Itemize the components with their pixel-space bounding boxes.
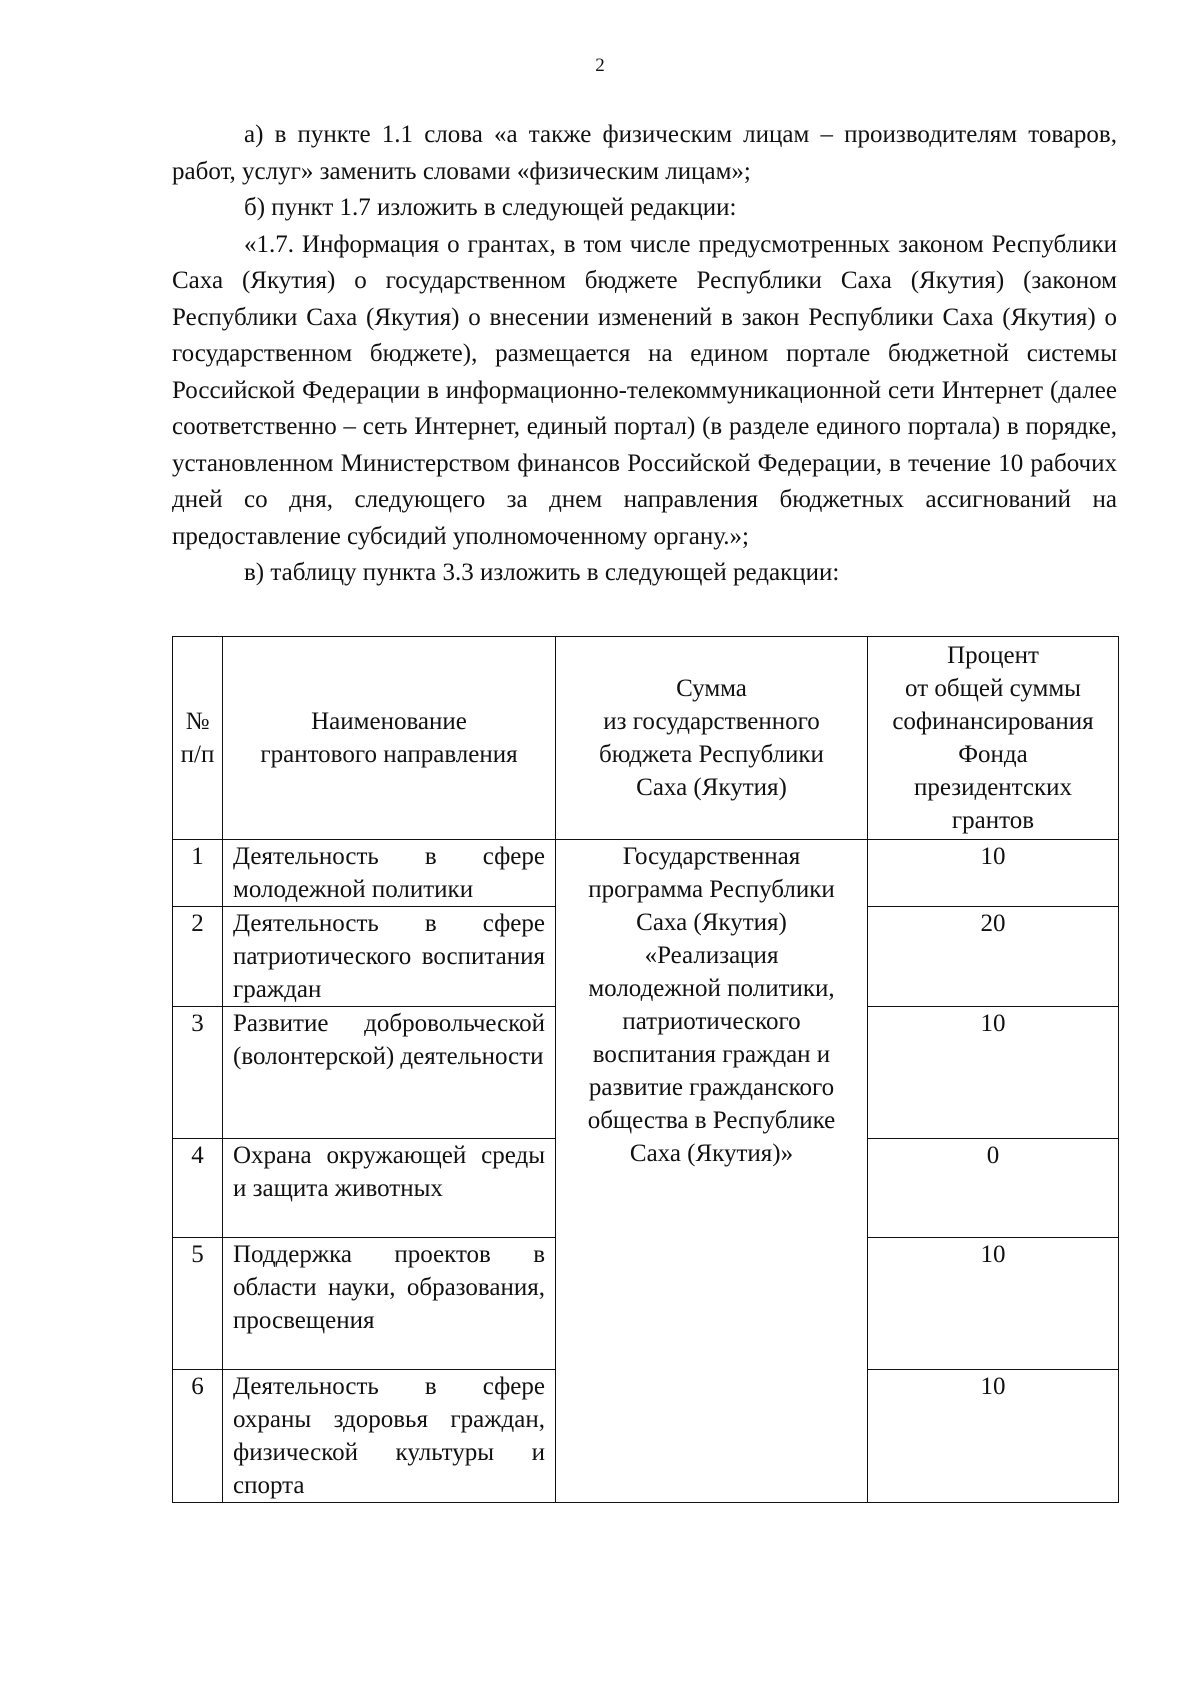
percent-value: 10	[868, 1370, 1119, 1503]
table-row	[173, 840, 1119, 907]
document-body	[172, 117, 1117, 592]
grant-direction-name: Охрана окружающей среды и защита животных	[223, 1139, 556, 1238]
row-number: 3	[173, 1007, 223, 1139]
grant-direction-name: Деятельность в сфере патриотического воспитания граждан	[223, 907, 556, 1007]
row-number: 1	[173, 840, 223, 907]
grant-direction-name: Поддержка проектов в области науки, образования, просвещения	[223, 1238, 556, 1370]
paragraph-1-7: «1.7. Информация о грантах, в том числе предусмотренных законом Республики Саха (Якутия) о государственном бюджете Республики Саха (Якутия) (законом Республики Саха (Якутия) о внесении изменений в закон Республики Саха (Якутия) о государственном бюджете), размещается на едином портале бюджетной системы Российской Федерации в информационно-телекоммуникационной сети Интернет (далее соответственно – сеть Интернет, единый портал) (в разделе единого портала) в порядке, установленном Министерством финансов Российской Федерации, в течение 10 рабочих дней со дня, следующего за днем направления бюджетных ассигнований на предоставление субсидий уполномоченному органу.»;	[172, 230, 1117, 550]
table-header-row	[173, 637, 1119, 840]
paragraph-a: а) в пункте 1.1 слова «а также физическим лицам – производителям товаров, работ, услуг» заменить словами «физическим лицам»;	[172, 121, 1117, 185]
percent-value: 0	[868, 1139, 1119, 1238]
percent-value: 20	[868, 907, 1119, 1007]
page-number: 2	[595, 55, 605, 76]
grant-direction-name: Деятельность в сфере молодежной политики	[223, 840, 556, 907]
row-number: 2	[173, 907, 223, 1007]
row-number: 5	[173, 1238, 223, 1370]
row-number: 4	[173, 1139, 223, 1238]
header-num: № п/п	[173, 637, 223, 840]
program-cell: Государственная программа Республики Саха (Якутия) «Реализация молодежной политики, патриотического воспитания граждан и развитие гражданского общества в Республике Саха (Якутия)»	[556, 840, 868, 1503]
header-sum: Сумма из государственного бюджета Республики Саха (Якутия)	[556, 637, 868, 840]
paragraph-v: в) таблицу пункта 3.3 изложить в следующей редакции:	[244, 559, 840, 586]
header-percent: Процент от общей суммы софинансирования Фонда президентских грантов	[868, 637, 1119, 840]
grant-direction-name: Развитие добровольческой (волонтерской) деятельности	[223, 1007, 556, 1139]
row-number: 6	[173, 1370, 223, 1503]
percent-value: 10	[868, 1007, 1119, 1139]
header-name: Наименование грантового направления	[223, 637, 556, 840]
grant-direction-name: Деятельность в сфере охраны здоровья граждан, физической культуры и спорта	[223, 1370, 556, 1503]
grants-table	[172, 636, 1119, 1503]
percent-value: 10	[868, 1238, 1119, 1370]
percent-value: 10	[868, 840, 1119, 907]
paragraph-b: б) пункт 1.7 изложить в следующей редакции:	[244, 194, 737, 221]
